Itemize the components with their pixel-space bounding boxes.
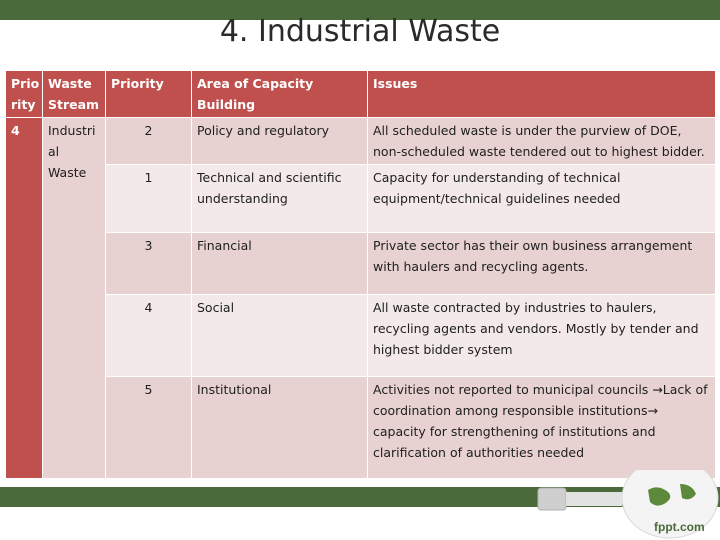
header-area: Area of Capacity Building bbox=[192, 71, 368, 118]
waste-stream-cell: Industri al Waste bbox=[43, 118, 106, 479]
header-issues: Issues bbox=[368, 71, 716, 118]
header-priority: Priority bbox=[106, 71, 192, 118]
issues-cell: Private sector has their own business arrangement with haulers and recycling agents. bbox=[368, 233, 716, 295]
table-row bbox=[6, 165, 716, 233]
capacity-table bbox=[5, 70, 715, 479]
priority-cell: 5 bbox=[106, 377, 192, 479]
issues-cell: All scheduled waste is under the purview of DOE, non-scheduled waste tendered out to highest bidder. bbox=[368, 118, 716, 165]
table-row bbox=[6, 118, 716, 165]
area-cell: Social bbox=[192, 295, 368, 377]
area-cell: Technical and scientific understanding bbox=[192, 165, 368, 233]
slide-title: 4. Industrial Waste bbox=[219, 14, 501, 49]
priority-cell: 2 bbox=[106, 118, 192, 165]
area-cell: Policy and regulatory bbox=[192, 118, 368, 165]
table-row bbox=[6, 233, 716, 295]
table-row bbox=[6, 295, 716, 377]
issues-cell: Capacity for understanding of technical equipment/technical guidelines needed bbox=[368, 165, 716, 233]
table-header-row bbox=[6, 71, 716, 118]
issues-cell: Activities not reported to municipal councils →Lack of coordination among responsible institutions→ capacity for strengthening of institutions and clarification of authorities needed bbox=[368, 377, 716, 479]
priority-cell: 3 bbox=[106, 233, 192, 295]
table-row bbox=[6, 377, 716, 479]
header-stream: Waste Stream bbox=[43, 71, 106, 118]
header-prio: Prio rity bbox=[6, 71, 43, 118]
issues-cell: All waste contracted by industries to haulers, recycling agents and vendors. Mostly by tender and highest bidder system bbox=[368, 295, 716, 377]
area-cell: Financial bbox=[192, 233, 368, 295]
fppt-logo: fppt.com bbox=[654, 520, 705, 534]
area-cell: Institutional bbox=[192, 377, 368, 479]
priority-group-cell: 4 bbox=[6, 118, 43, 479]
priority-cell: 4 bbox=[106, 295, 192, 377]
priority-cell: 1 bbox=[106, 165, 192, 233]
